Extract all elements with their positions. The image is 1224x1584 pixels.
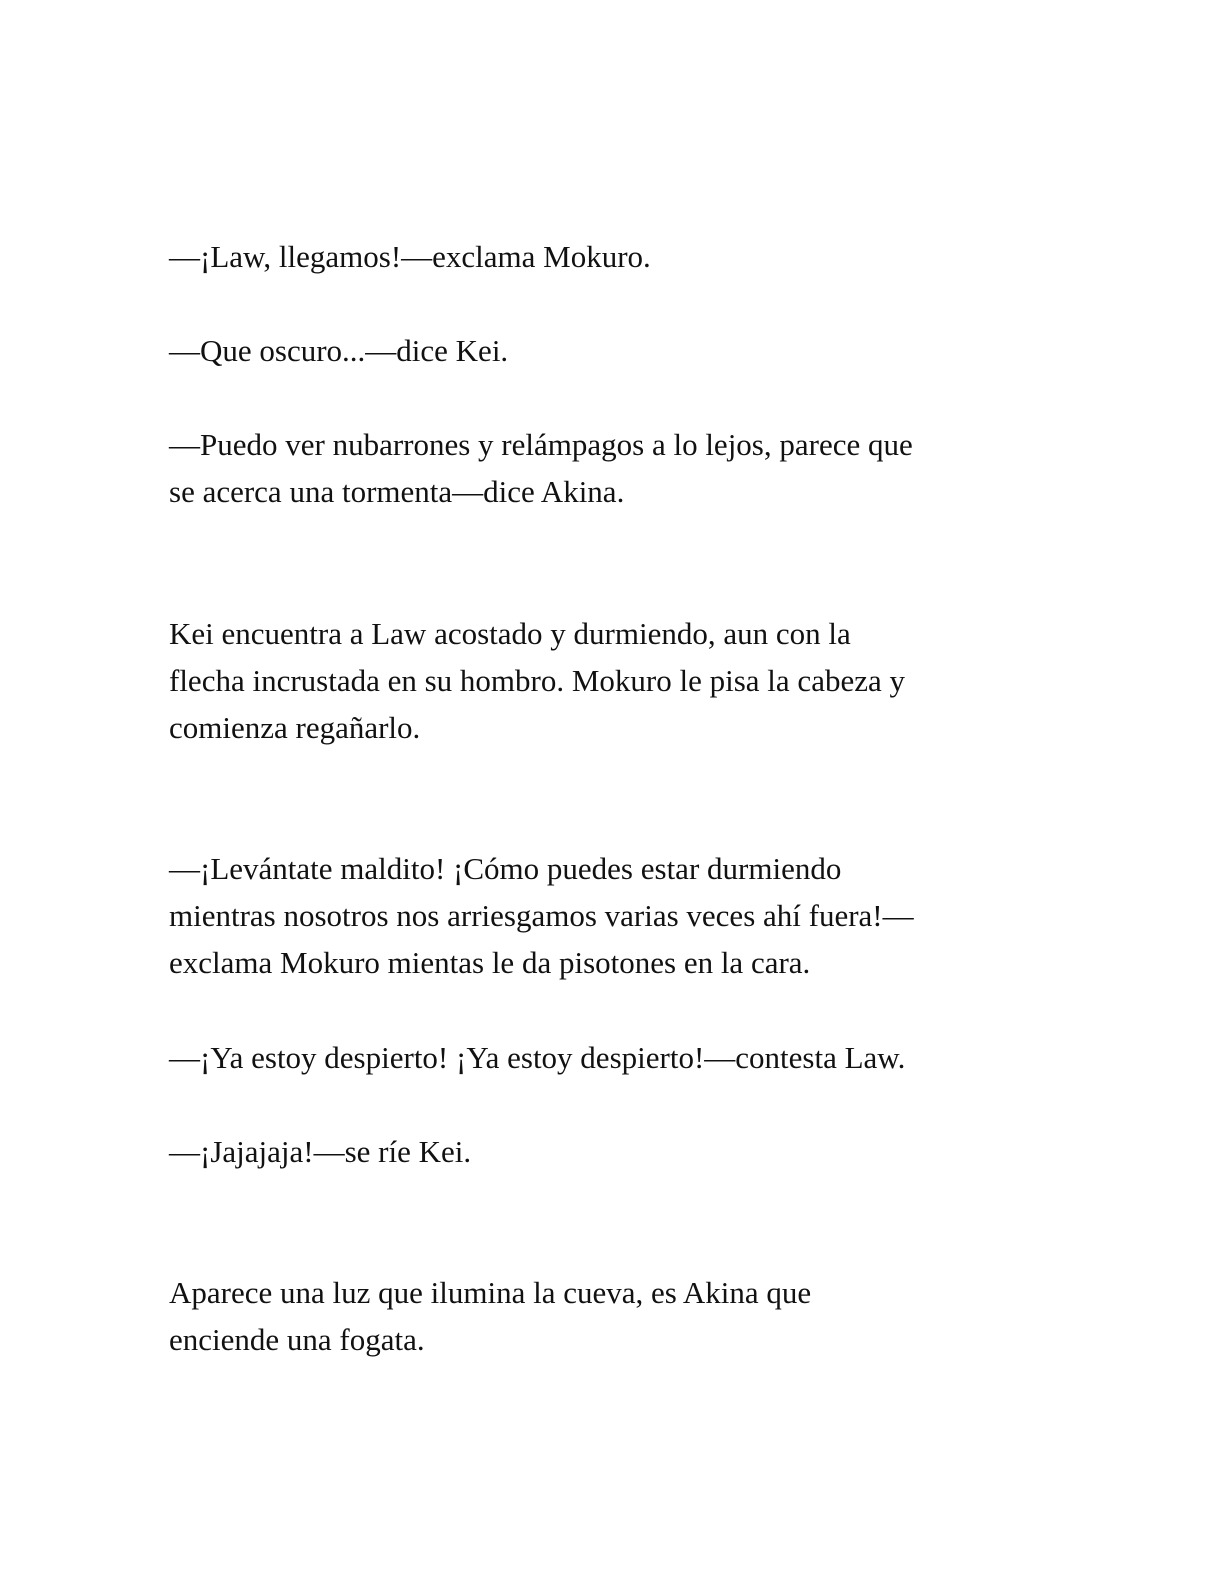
text-line: Aparece una luz que ilumina la cueva, es Akina que (169, 1275, 812, 1310)
paragraph-dialogue-kei-dark (169, 327, 1049, 374)
paragraph-dialogue-mokuro-arrival (169, 233, 1049, 280)
paragraph-dialogue-akina-storm (169, 421, 1049, 515)
paragraph-dialogue-kei-laughs (169, 1128, 1049, 1175)
text-line: —Que oscuro...—dice Kei. (169, 333, 509, 368)
text-line: mientras nosotros nos arriesgamos varias veces ahí fuera!— (169, 898, 914, 933)
text-line: comienza regañarlo. (169, 710, 421, 745)
text-line: enciende una fogata. (169, 1322, 425, 1357)
text-line: flecha incrustada en su hombro. Mokuro le pisa la cabeza y (169, 663, 905, 698)
paragraph-narration-campfire (169, 1269, 1049, 1363)
text-line: —Puedo ver nubarrones y relámpagos a lo lejos, parece que (169, 427, 913, 462)
text-line: —¡Law, llegamos!—exclama Mokuro. (169, 239, 651, 274)
paragraph-dialogue-law-awake (169, 1034, 1049, 1081)
text-line: se acerca una tormenta—dice Akina. (169, 474, 625, 509)
text-line: —¡Jajajaja!—se ríe Kei. (169, 1134, 472, 1169)
text-line: —¡Levántate maldito! ¡Cómo puedes estar durmiendo (169, 851, 842, 886)
paragraph-dialogue-mokuro-scolding (169, 845, 1049, 986)
text-line: —¡Ya estoy despierto! ¡Ya estoy despierto!—contesta Law. (169, 1040, 906, 1075)
paragraph-narration-law-sleeping (169, 610, 1049, 751)
text-line: Kei encuentra a Law acostado y durmiendo, aun con la (169, 616, 851, 651)
text-line: exclama Mokuro mientas le da pisotones en la cara. (169, 945, 811, 980)
